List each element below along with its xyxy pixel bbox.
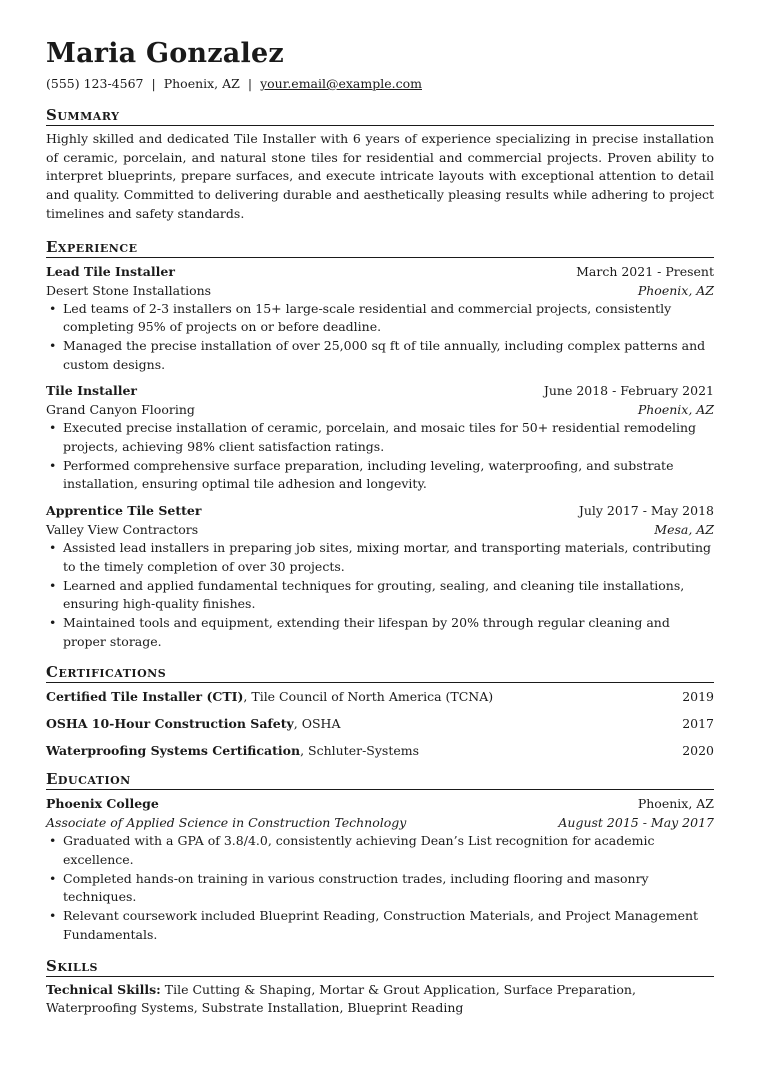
bullet-item: • Graduated with a GPA of 3.8/4.0, consistently achieving Dean’s List recognition for academic excellence.	[63, 832, 714, 869]
job-bullets	[46, 300, 714, 375]
section-title-experience: Experience	[46, 238, 714, 258]
job-bullets	[46, 539, 714, 651]
separator: |	[151, 76, 156, 91]
section-title-summary: Summary	[46, 106, 714, 126]
job-role: Apprentice Tile Setter	[46, 503, 202, 519]
job-bullets	[46, 419, 714, 494]
job-company: Desert Stone Installations	[46, 282, 212, 298]
certification-issuer: , Schluter-Systems	[300, 743, 420, 759]
phone-number: (555) 123-4567	[46, 76, 144, 91]
school-name: Phoenix College	[46, 796, 159, 812]
job-company: Valley View Contractors	[46, 522, 199, 538]
job-role: Lead Tile Installer	[46, 263, 175, 279]
certification-year: 2019	[682, 689, 714, 705]
degree-name: Associate of Applied Science in Construction Technology	[46, 815, 407, 831]
skills-list: Tile Cutting & Shaping, Mortar & Grout Application, Surface Preparation, Waterproofing Systems, Substrate Installation, Blueprint Reading	[46, 981, 636, 1016]
job-entry	[46, 381, 714, 494]
job-entry	[46, 262, 714, 375]
summary-text: Highly skilled and dedicated Tile Installer with 6 years of experience specializing in precise installation of ceramic, porcelain, and natural stone tiles for residential and commercial projects. Proven ability to interpret blueprints, prepare surfaces, and execute intricate layouts with exceptional attention to detail and quality. Committed to delivering durable and aesthetically pleasing results while adhering to project timelines and safety standards.	[46, 131, 714, 221]
certification-name: Waterproofing Systems Certification	[46, 743, 301, 759]
certification-row	[46, 741, 714, 760]
separator: |	[247, 76, 253, 91]
education-bullets	[46, 832, 714, 944]
certification-row	[46, 687, 714, 706]
certification-year: 2017	[682, 716, 714, 732]
bullet-item: • Completed hands-on training in various construction trades, including flooring and masonry techniques.	[63, 870, 714, 907]
location: Phoenix, AZ	[163, 76, 240, 91]
job-role: Tile Installer	[46, 383, 137, 399]
candidate-name: Maria Gonzalez	[46, 38, 284, 69]
bullet-item: • Maintained tools and equipment, extending their lifespan by 20% through regular cleaning and proper storage.	[63, 614, 714, 651]
bullet-item: • Performed comprehensive surface preparation, including leveling, waterproofing, and substrate installation, ensuring optimal tile adhesion and longevity.	[63, 457, 714, 494]
skills-text	[46, 981, 714, 1018]
bullet-item: • Relevant coursework included Blueprint Reading, Construction Materials, and Project Management Fundamentals.	[63, 907, 714, 944]
certification-name: Certified Tile Installer (CTI)	[46, 689, 244, 705]
bullet-item: • Managed the precise installation of over 25,000 sq ft of tile annually, including complex patterns and custom designs.	[63, 337, 714, 374]
certification-row	[46, 714, 714, 733]
certification-year: 2020	[682, 743, 714, 759]
education-entry	[46, 794, 714, 944]
school-location: Phoenix, AZ	[637, 796, 714, 812]
job-dates: March 2021 - Present	[576, 263, 714, 279]
email-link[interactable]: your.email@example.com	[260, 76, 422, 91]
certification-name: OSHA 10-Hour Construction Safety	[46, 716, 294, 732]
section-title-education: Education	[46, 770, 714, 790]
section-title-certifications: Certifications	[46, 663, 714, 683]
resume-page	[46, 38, 714, 1018]
job-company: Grand Canyon Flooring	[46, 402, 195, 418]
education-dates: August 2015 - May 2017	[558, 815, 714, 831]
bullet-item: • Assisted lead installers in preparing job sites, mixing mortar, and transporting materials, contributing to the timely completion of over 30 projects.	[63, 539, 714, 576]
job-entry	[46, 501, 714, 651]
job-location: Mesa, AZ	[654, 522, 714, 538]
job-dates: July 2017 - May 2018	[578, 503, 714, 519]
contact-line	[46, 76, 714, 92]
job-location: Phoenix, AZ	[637, 282, 714, 298]
bullet-item: • Learned and applied fundamental techniques for grouting, sealing, and cleaning tile installations, ensuring high-quality finishes.	[63, 577, 714, 614]
job-location: Phoenix, AZ	[637, 402, 714, 418]
section-title-skills: Skills	[46, 957, 714, 977]
certification-issuer: , OSHA	[293, 716, 341, 732]
bullet-item: • Led teams of 2-3 installers on 15+ large-scale residential and commercial projects, consistently completing 95% of projects on or before deadline.	[63, 300, 714, 337]
certification-issuer: , Tile Council of North America (TCNA)	[243, 689, 494, 705]
bullet-item: • Executed precise installation of ceramic, porcelain, and mosaic tiles for 50+ residential remodeling projects, achieving 98% client satisfaction ratings.	[63, 419, 714, 456]
skills-label: Technical Skills:	[46, 981, 161, 997]
job-dates: June 2018 - February 2021	[543, 383, 714, 399]
